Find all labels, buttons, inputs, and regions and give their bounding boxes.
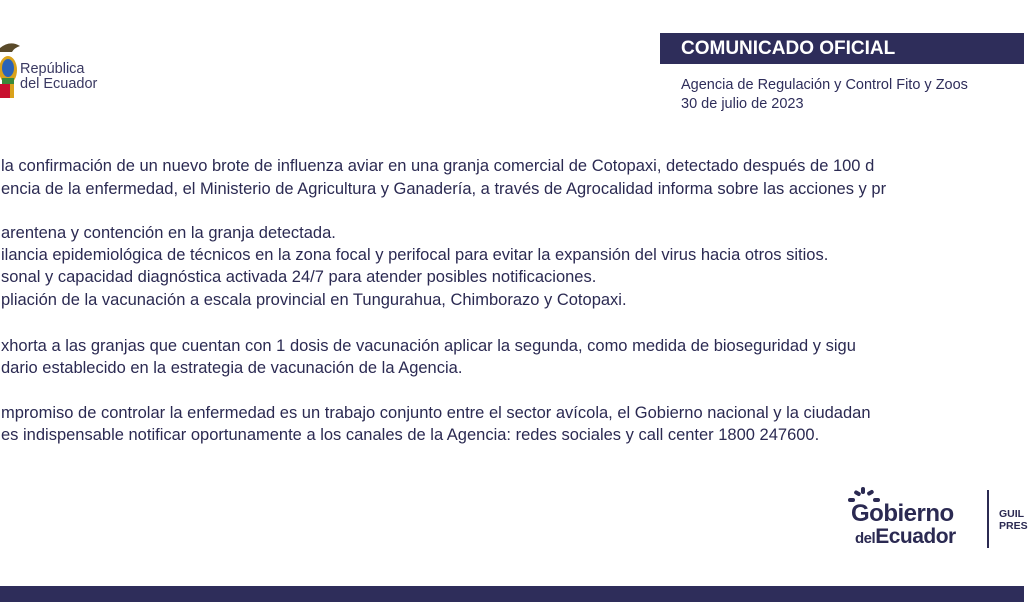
bottom-bar [0, 586, 1024, 602]
action-item-3: sonal y capacidad diagnóstica activada 24/7 para atender posibles notificaciones. [1, 268, 597, 286]
gobierno-logo-ecuador: Ecuador [875, 525, 956, 548]
gobierno-logo-line1: Gobierno [851, 500, 954, 527]
presidency-text-line1: GUIL [999, 508, 1025, 520]
action-item-2: ilancia epidemiológica de técnicos en la zona focal y perifocal para evitar la expansión del virus hacia otros sitios. [1, 246, 829, 264]
official-statement-banner: COMUNICADO OFICIAL [660, 33, 1024, 64]
commitment-line-1: mpromiso de controlar la enfermedad es un trabajo conjunto entre el sector avícola, el Gobierno nacional y la ciudadan [1, 404, 871, 422]
intro-line-1: la confirmación de un nuevo brote de influenza aviar en una granja comercial de Cotopaxi, detectado después de 100 d [1, 157, 875, 175]
presidency-text-line2: PRES [999, 520, 1028, 532]
intro-line-2: encia de la enfermedad, el Ministerio de Agricultura y Ganadería, a través de Agrocalidad informa sobre las acciones y pr [1, 180, 887, 198]
emblem-caption [20, 62, 97, 92]
agency-name: Agencia de Regulación y Control Fito y Zoos [681, 77, 968, 93]
emblem-caption-line1: República [20, 61, 85, 77]
statement-date: 30 de julio de 2023 [681, 96, 804, 112]
exhort-line-2: dario establecido en la estrategia de vacunación de la Agencia. [1, 359, 463, 377]
coat-of-arms-emblem [0, 38, 20, 102]
gobierno-logo-line2 [855, 525, 956, 549]
footer-divider [987, 490, 989, 548]
gobierno-logo-del: del [855, 530, 876, 547]
commitment-line-2: es indispensable notificar oportunamente a los canales de la Agencia: redes sociales y call center 1800 247600. [1, 426, 820, 444]
emblem-caption-line2: del Ecuador [20, 76, 98, 92]
exhort-line-1: xhorta a las granjas que cuentan con 1 dosis de vacunación aplicar la segunda, como medida de bioseguridad y sigu [1, 337, 856, 355]
action-item-4: pliación de la vacunación a escala provincial en Tungurahua, Chimborazo y Cotopaxi. [1, 291, 627, 309]
action-item-1: arentena y contención en la granja detectada. [1, 224, 336, 242]
